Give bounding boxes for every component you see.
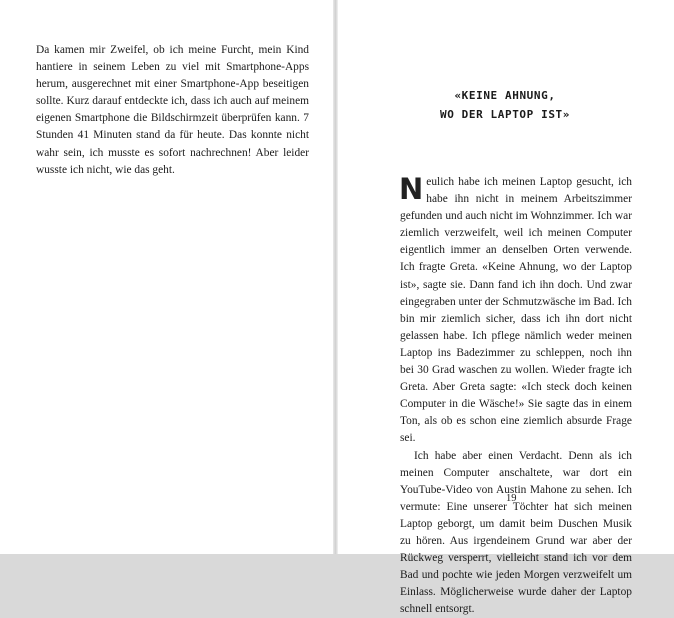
right-page	[338, 0, 674, 554]
left-paragraph: Da kamen mir Zweifel, ob ich meine Furcht, mein Kind hantiere in seinem Leben zu viel mit Smartphone-Apps herum, ausgerechnet mit einer Smartphone-App beseitigen sollte. Kurz darauf entdeckte ich, dass ich auch auf meinem eigenen Smartphone die Bildschirmzeit überprüfen kann. 7 Stunden 41 Minuten stand da für heute. Das konnte nicht wahr sein, ich musste es sofort nachrechnen! Aber leider wusste ich nicht, wie das geht.	[36, 42, 309, 179]
second-paragraph: Ich habe aber einen Verdacht. Denn als ich meinen Computer anschaltete, war dort ein YouTube-Video von Austin Mahone zu sehen. Ich vermute: Eine unserer Töchter hat sich meinen Laptop geborgt, um damit beim Duschen Musik zu hören. Aus irgendeinem Grund war aber der Rückweg versperrt, vielleicht stand ich vor dem Bad und pochte wie jeden Morgen verzweifelt um Einlass. Möglicherweise wurde daher der Laptop schnell entsorgt.	[400, 448, 632, 618]
chapter-title-line-2: WO DER LAPTOP IST»	[420, 105, 590, 124]
drop-cap: N	[399, 175, 423, 203]
first-paragraph	[400, 174, 632, 448]
page-number: 19	[506, 493, 517, 504]
chapter-title-line-1: «KEINE AHNUNG,	[420, 86, 590, 105]
left-page-text	[36, 42, 309, 179]
chapter-title	[420, 86, 590, 124]
right-page-text	[400, 174, 632, 618]
first-paragraph-text: eulich habe ich meinen Laptop gesucht, ich habe ihn nicht in meinem Arbeitszimmer gefunden und auch nicht im Wohnzimmer. Ich war ziemlich verzweifelt, weil ich meinen Computer eigentlich immer an denselben Orten verwende. Ich fragte Greta. «Keine Ahnung, wo der Laptop ist», sagte sie. Dann fand ich ihn doch. Und zwar eingegraben unter der Schmutzwäsche im Bad. Ich bin mir ziemlich sicher, dass ich ihn dort nicht gelassen habe. Ich pflege nämlich weder meinen Laptop ins Badezimmer zu schleppen, noch ihn bei 30 Grad waschen zu wollen. Wieder fragte ich Greta. Aber Greta sagte: «Ich steck doch keinen Computer in die Wäsche!» Sie sagte das in einem Ton, als ob es schon eine ziemlich absurde Frage sei.	[400, 176, 632, 444]
left-page	[0, 0, 333, 554]
